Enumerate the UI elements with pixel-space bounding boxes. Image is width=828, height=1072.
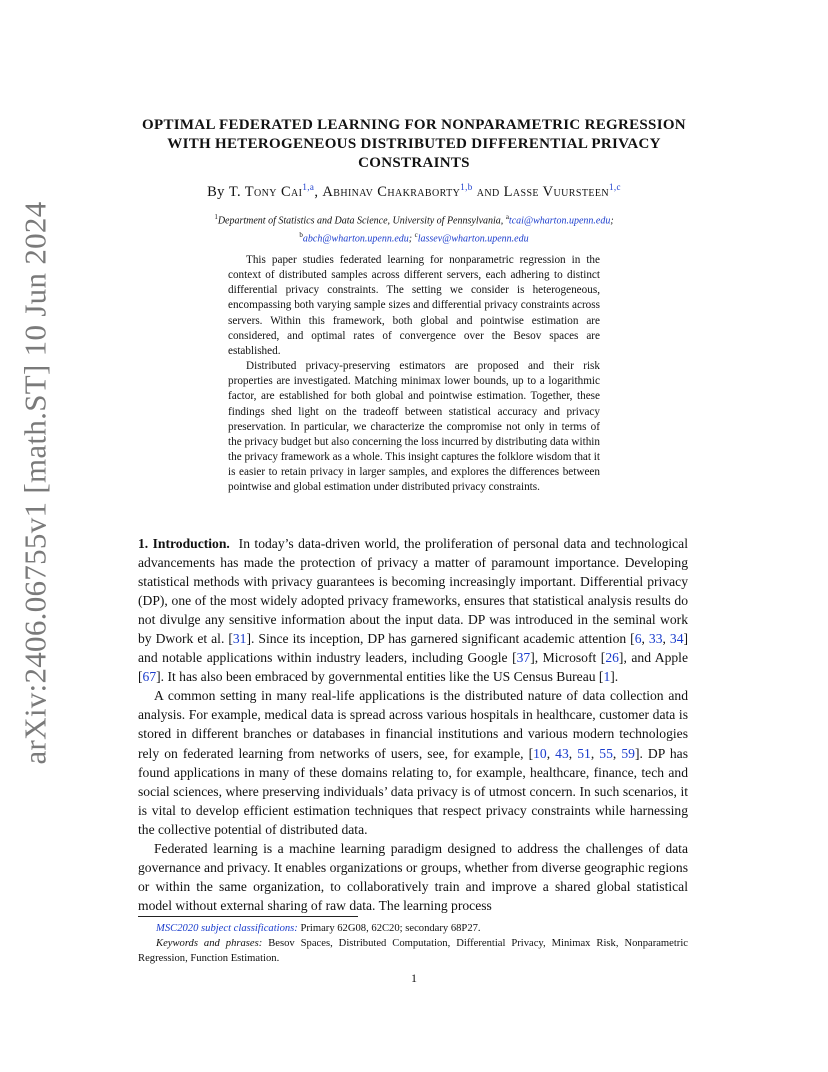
- intro-text: ], Microsoft [: [530, 650, 606, 666]
- intro-text: ]. Since its inception, DP has garnered significant academic attention [: [246, 631, 635, 647]
- abstract: [228, 253, 600, 496]
- citation-link[interactable]: 31: [232, 631, 247, 647]
- email-abch-link[interactable]: abch@wharton.upenn.edu: [302, 233, 409, 245]
- paper-title: OPTIMAL FEDERATED LEARNING FOR NONPARAMETRIC REGRESSION WITH HETEROGENEOUS DISTRIBUTED DIFFERENTIAL PRIVACY CONSTRAINTS: [142, 117, 686, 171]
- author-vuursteen: Lasse Vuursteen: [503, 183, 609, 200]
- msc-label-link[interactable]: MSC2020 subject classifications:: [156, 923, 298, 934]
- intro-paragraph-2: A common setting in many real-life applications is the distributed nature of data collection and analysis. For example, medical data is spread across various hospitals in healthcare, customer data is stored in different branches or databases in financial institutions and various modern technologies rely on federated learning from networks of users, see, for example, [10, 43, 51, 55, 59]. DP has found applications in many of these domains relating to, for example, healthcare, finance, tech and social sciences, where preserving individuals’ data privacy is of utmost concern. In such scenarios, it is vital to develop efficient estimation techniques that respect privacy constraints while harnessing the collective potential of distributed data.: [138, 688, 688, 837]
- author-cai: T. Tony Cai: [228, 183, 303, 200]
- email-a-marker: a: [505, 213, 509, 221]
- citation-link[interactable]: 59: [621, 745, 635, 761]
- intro-paragraph-1: 1. Introduction. In today’s data-driven world, the proliferation of personal data and technological advancements has made the protection of privacy a matter of paramount importance. Developing statistical methods with privacy guarantees is becoming increasingly important. Differential privacy (DP), one of the most widely adopted privacy frameworks, ensures that statistical analysis results do not divulge any sensitive information about the input data. DP was introduced in the seminal work by Dwork et al. [31]. Since its inception, DP has garnered significant academic attention [6, 33, 34] and notable applications within industry leaders, including Google [37], Microsoft [26], and Apple [67]. It has also been embraced by governmental entities like the US Census Bureau [1].: [138, 536, 689, 685]
- citation-link[interactable]: 26: [605, 650, 619, 666]
- citation-link[interactable]: 1: [603, 669, 611, 685]
- author-list: By T. Tony Cai$^{1,a}$, Abhinav Chakraborty$^{1,b}$ and Lasse Vuursteen$^{1,c}$: [207, 182, 621, 200]
- author-vuursteen-affil[interactable]: 1,c: [608, 182, 621, 192]
- abstract-paragraph-1: This paper studies federated learning for nonparametric regression in the context of distributed samples across different servers, each adhering to distinct differential privacy constraints. The setting we consider is heterogeneous, encompassing both varying sample sizes and differential privacy constraints across servers. Within this framework, both global and pointwise estimation are considered, and optimal rates of convergence over the Besov spaces are established.: [228, 254, 600, 357]
- msc-codes: Primary 62G08, 62C20; secondary 68P27.: [300, 923, 481, 934]
- author-chakraborty: Abhinav Chakraborty: [322, 183, 461, 200]
- intro-text: In today’s data-driven world, the proliferation of personal data and technological advancements has made the protection of privacy a matter of paramount importance. Developing statistical methods with privacy guarantees is becoming increasingly important. Differential privacy (DP), one of the most widely adopted privacy frameworks, ensures that statistical analysis results do not divulge any sensitive information about the input data. DP was introduced in the seminal work by Dwork et al. [: [138, 536, 688, 647]
- arxiv-id-text: arXiv:2406.06755v1 [math.ST] 10 Jun 2024: [18, 201, 54, 765]
- keywords-label: Keywords and phrases:: [156, 938, 263, 949]
- citation-link[interactable]: 67: [142, 669, 157, 685]
- affiliation-block: $^1$Department of Statistics and Data Science, University of Pennsylvania, $^a$tcai@wharton.upenn.edu; $^b$abch@wharton.upenn.edu; $^c$lassev@wharton.upenn.edu: [214, 213, 614, 245]
- section-heading: 1. Introduction.: [138, 536, 230, 551]
- page-number: 1: [411, 971, 417, 985]
- email-c-marker: c: [414, 231, 418, 240]
- author-cai-affil[interactable]: 1,a: [302, 182, 315, 192]
- footnote-rule: [138, 916, 358, 917]
- introduction-section: [138, 534, 688, 915]
- intro-paragraph-3: Federated learning is a machine learning paradigm designed to address the challenges of data governance and privacy. It enables organizations or groups, whether from diverse geographic regions or within the same organization, to collaboratively train and improve a shared global statistical model without external sharing of raw data. The learning process: [138, 840, 688, 913]
- intro-text: ]. DP has found applications in many of these domains relating to, for example, healthcare, finance, tech and social sciences, where preserving individuals’ data privacy is of utmost concern. In such scenarios, it is vital to develop efficient estimation techniques that respect privacy constraints while harnessing the collective potential of distributed data.: [138, 745, 688, 837]
- intro-text: ].: [610, 669, 619, 685]
- citation-link[interactable]: 33: [648, 631, 663, 647]
- intro-text: ]. It has also been embraced by governmental entities like the US Census Bureau [: [156, 669, 604, 685]
- footnotes: [138, 921, 688, 966]
- citation-link[interactable]: 51: [577, 745, 591, 761]
- intro-text: ] and notable applications within industry leaders, including Google [: [138, 631, 689, 666]
- department: Department of Statistics and Data Science, University of Pennsylvania,: [217, 215, 504, 227]
- citation-link[interactable]: 6: [634, 631, 642, 647]
- msc-footnote: [138, 921, 688, 936]
- email-b-marker: b: [299, 231, 303, 240]
- citation-link[interactable]: 55: [599, 745, 613, 761]
- abstract-paragraph-2: Distributed privacy-preserving estimators are proposed and their risk properties are investigated. Matching minimax lower bounds, up to a logarithmic factor, are established for both global and pointwise estimation. Together, these findings shed light on the tradeoff between statistical accuracy and privacy preservation. In particular, we characterize the compromise not only in terms of the privacy budget but also concerning the loss incurred by distributing data within the privacy framework as a whole. This insight captures the folklore wisdom that it is easier to retain privacy in larger samples, and explores the differences between pointwise and global estimation under distributed privacy constraints.: [228, 360, 600, 494]
- email-lassev-link[interactable]: lassev@wharton.upenn.edu: [417, 233, 529, 245]
- keywords-text: Besov Spaces, Distributed Computation, Differential Privacy, Minimax Risk, Nonparametric Regression, Function Estimation.: [138, 938, 688, 964]
- citation-link[interactable]: 43: [555, 745, 569, 761]
- email-tcai-link[interactable]: tcai@wharton.upenn.edu: [508, 215, 611, 227]
- citation-link[interactable]: 37: [516, 650, 531, 666]
- intro-text: A common setting in many real-life applications is the distributed nature of data collection and analysis. For example, medical data is spread across various hospitals in healthcare, customer data is stored in different branches or databases in financial institutions and various modern technologies rely on federated learning from networks of users, see, for example, [: [138, 688, 688, 761]
- citation-link[interactable]: 34: [669, 631, 684, 647]
- intro-text: ], and Apple [: [138, 650, 688, 685]
- arxiv-identifier-sidebar: [18, 201, 54, 765]
- affil-marker: 1: [214, 213, 218, 221]
- keywords-footnote: [138, 936, 688, 966]
- author-chakraborty-affil[interactable]: 1,b: [460, 182, 473, 192]
- by-word: By: [207, 183, 225, 200]
- citation-link[interactable]: 10: [533, 745, 547, 761]
- and-word: and: [476, 183, 500, 200]
